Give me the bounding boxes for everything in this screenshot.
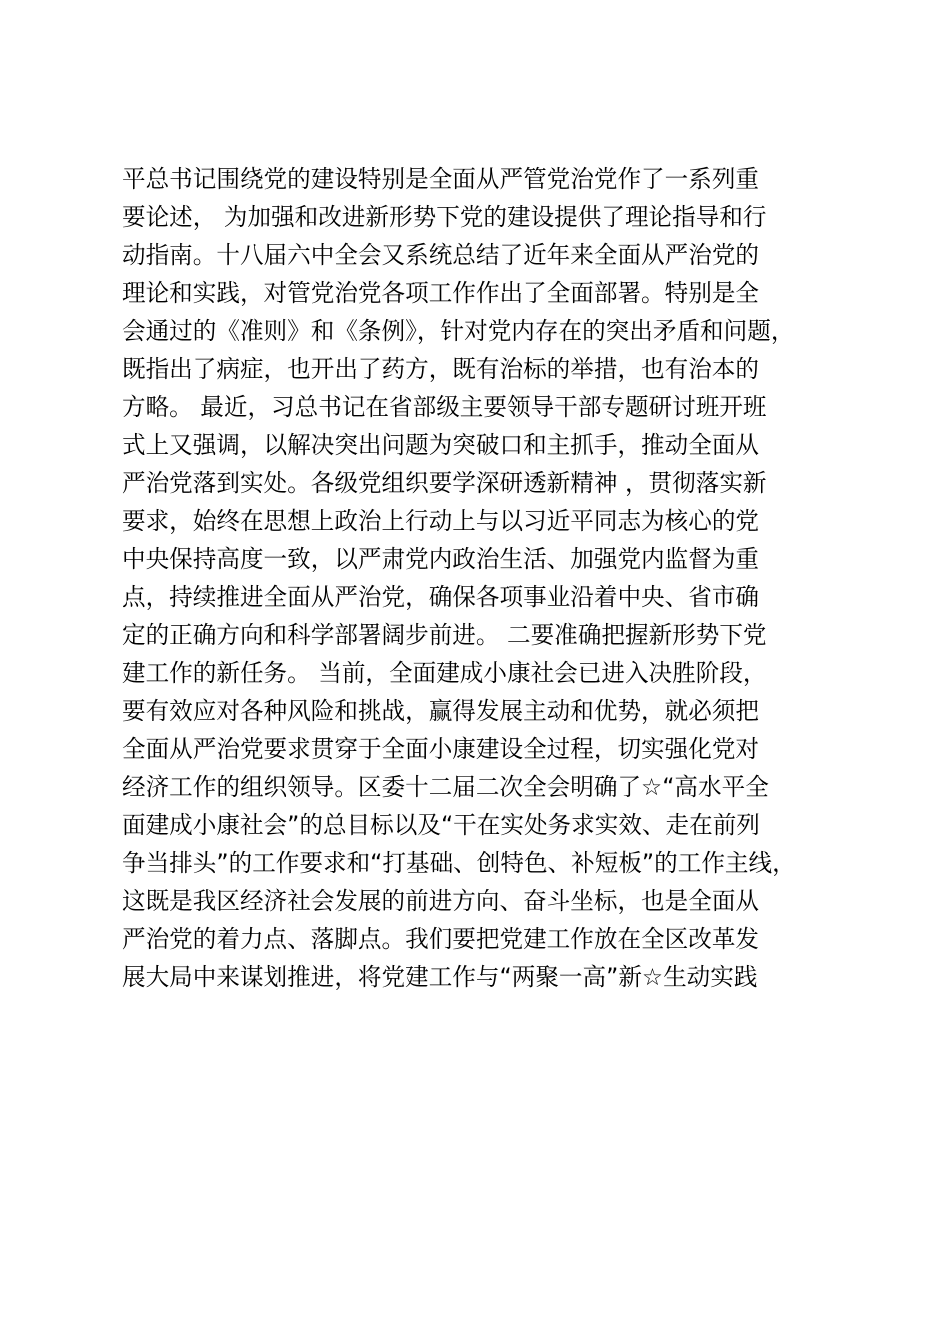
- text-line-8: 式上又强调，以解决突出问题为突破口和主抓手，推动全面从: [122, 431, 760, 459]
- text-line-20: 这既是我区经济社会发展的前进方向、奋斗坐标，也是全面从: [122, 887, 760, 915]
- text-line-16: 全面从严治党要求贯穿于全面小康建设全过程，切实强化党对: [122, 735, 760, 763]
- text-line-6: 既指出了病症，也开出了药方，既有治标的举措，也有治本的: [122, 355, 760, 383]
- text-line-5: 会通过的《准则》和《条例》，针对党内存在的突出矛盾和问题，: [122, 317, 795, 345]
- text-line-13: 定的正确方向和科学部署阔步前进。 二要准确把握新形势下党: [122, 621, 767, 649]
- text-line-12: 点，持续推进全面从严治党，确保各项事业沿着中央、省市确: [122, 583, 760, 611]
- text-line-14: 建工作的新任务。 当前，全面建成小康社会已进入决胜阶段，: [122, 659, 767, 687]
- text-line-2: 要论述， 为加强和改进新形势下党的建设提供了理论指导和行: [122, 203, 767, 231]
- text-line-11: 中央保持高度一致，以严肃党内政治生活、加强党内监督为重: [122, 545, 760, 573]
- body-text: [122, 160, 842, 996]
- text-line-1: 平总书记围绕党的建设特别是全面从严管党治党作了一系列重: [122, 165, 760, 193]
- text-line-3: 动指南。十八届六中全会又系统总结了近年来全面从严治党的: [122, 241, 760, 269]
- text-line-17: 经济工作的组织领导。区委十二届二次全会明确了☆“高水平全: [122, 773, 769, 801]
- text-line-18: 面建成小康社会”的总目标以及“干在实处务求实效、走在前列: [122, 811, 760, 839]
- text-line-9: 严治党落到实处。各级党组织要学深研透新精神 ，贯彻落实新: [122, 469, 767, 497]
- text-line-7: 方略。 最近，习总书记在省部级主要领导干部专题研讨班开班: [122, 393, 767, 421]
- text-line-19: 争当排头”的工作要求和“打基础、创特色、补短板”的工作主线，: [122, 849, 796, 877]
- text-line-21: 严治党的着力点、落脚点。我们要把党建工作放在全区改革发: [122, 925, 760, 953]
- text-line-4: 理论和实践，对管党治党各项工作作出了全面部署。特别是全: [122, 279, 760, 307]
- text-line-10: 要求，始终在思想上政治上行动上与以习近平同志为核心的党: [122, 507, 760, 535]
- text-line-15: 要有效应对各种风险和挑战，赢得发展主动和优势，就必须把: [122, 697, 760, 725]
- text-line-22: 展大局中来谋划推进，将党建工作与“两聚一高”新☆生动实践: [122, 963, 758, 991]
